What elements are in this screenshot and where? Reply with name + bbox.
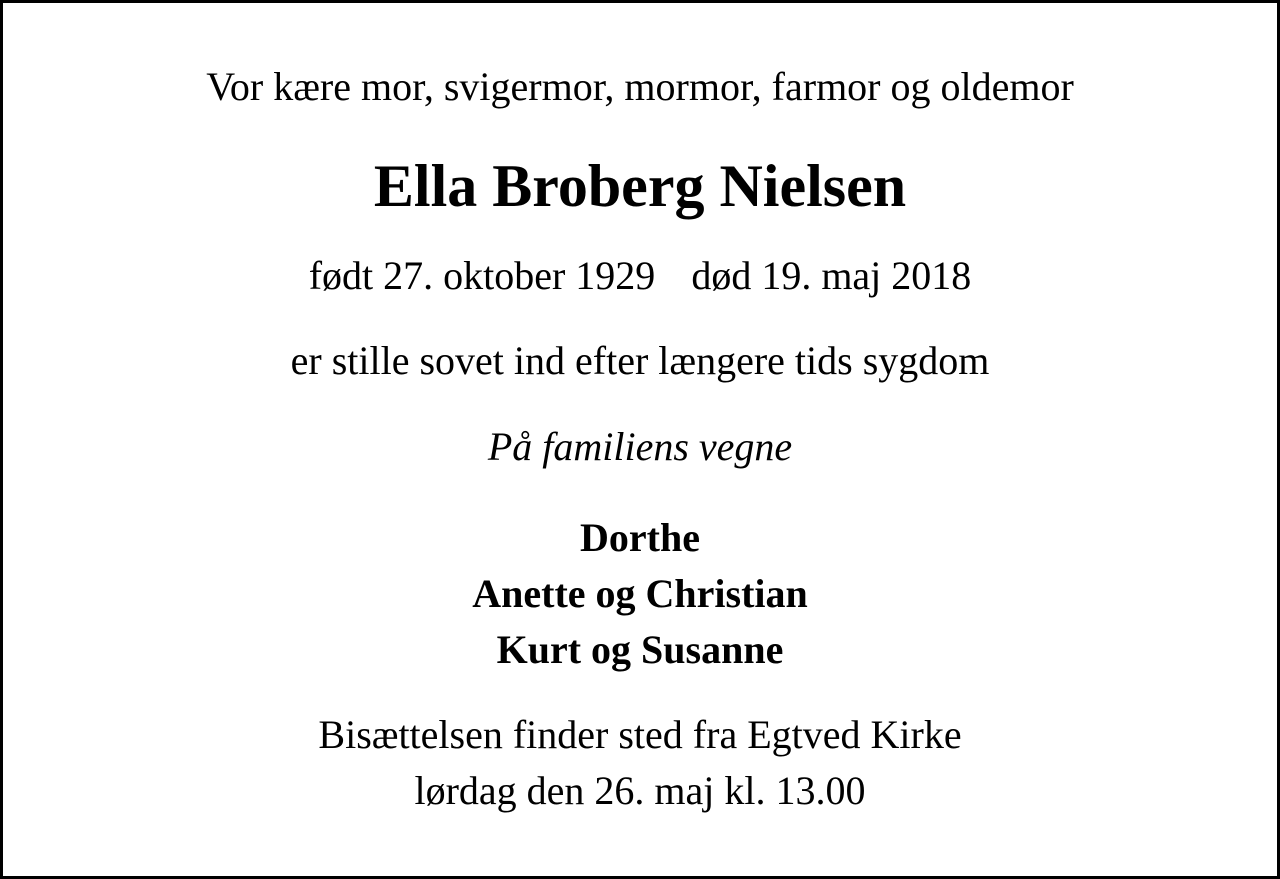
intro-text: Vor kære mor, svigermor, mormor, farmor og oldemor [206,64,1074,109]
deceased-name: Ella Broberg Nielsen [373,153,907,219]
life-dates [3,253,1277,298]
family-names [3,510,1277,678]
funeral-info [3,707,1277,819]
birth-date: født 27. oktober 1929 [308,253,656,298]
illness-text: er stille sovet ind efter længere tids sygdom [290,338,990,383]
family-member: Kurt og Susanne [496,627,784,672]
death-date: død 19. maj 2018 [691,253,972,298]
funeral-location: Bisættelsen finder sted fra Egtved Kirke [318,712,962,757]
family-member: Anette og Christian [472,571,808,616]
family-member: Dorthe [580,515,700,560]
funeral-time: lørdag den 26. maj kl. 13.00 [414,768,866,813]
on-behalf-text: På familiens vegne [487,424,793,469]
